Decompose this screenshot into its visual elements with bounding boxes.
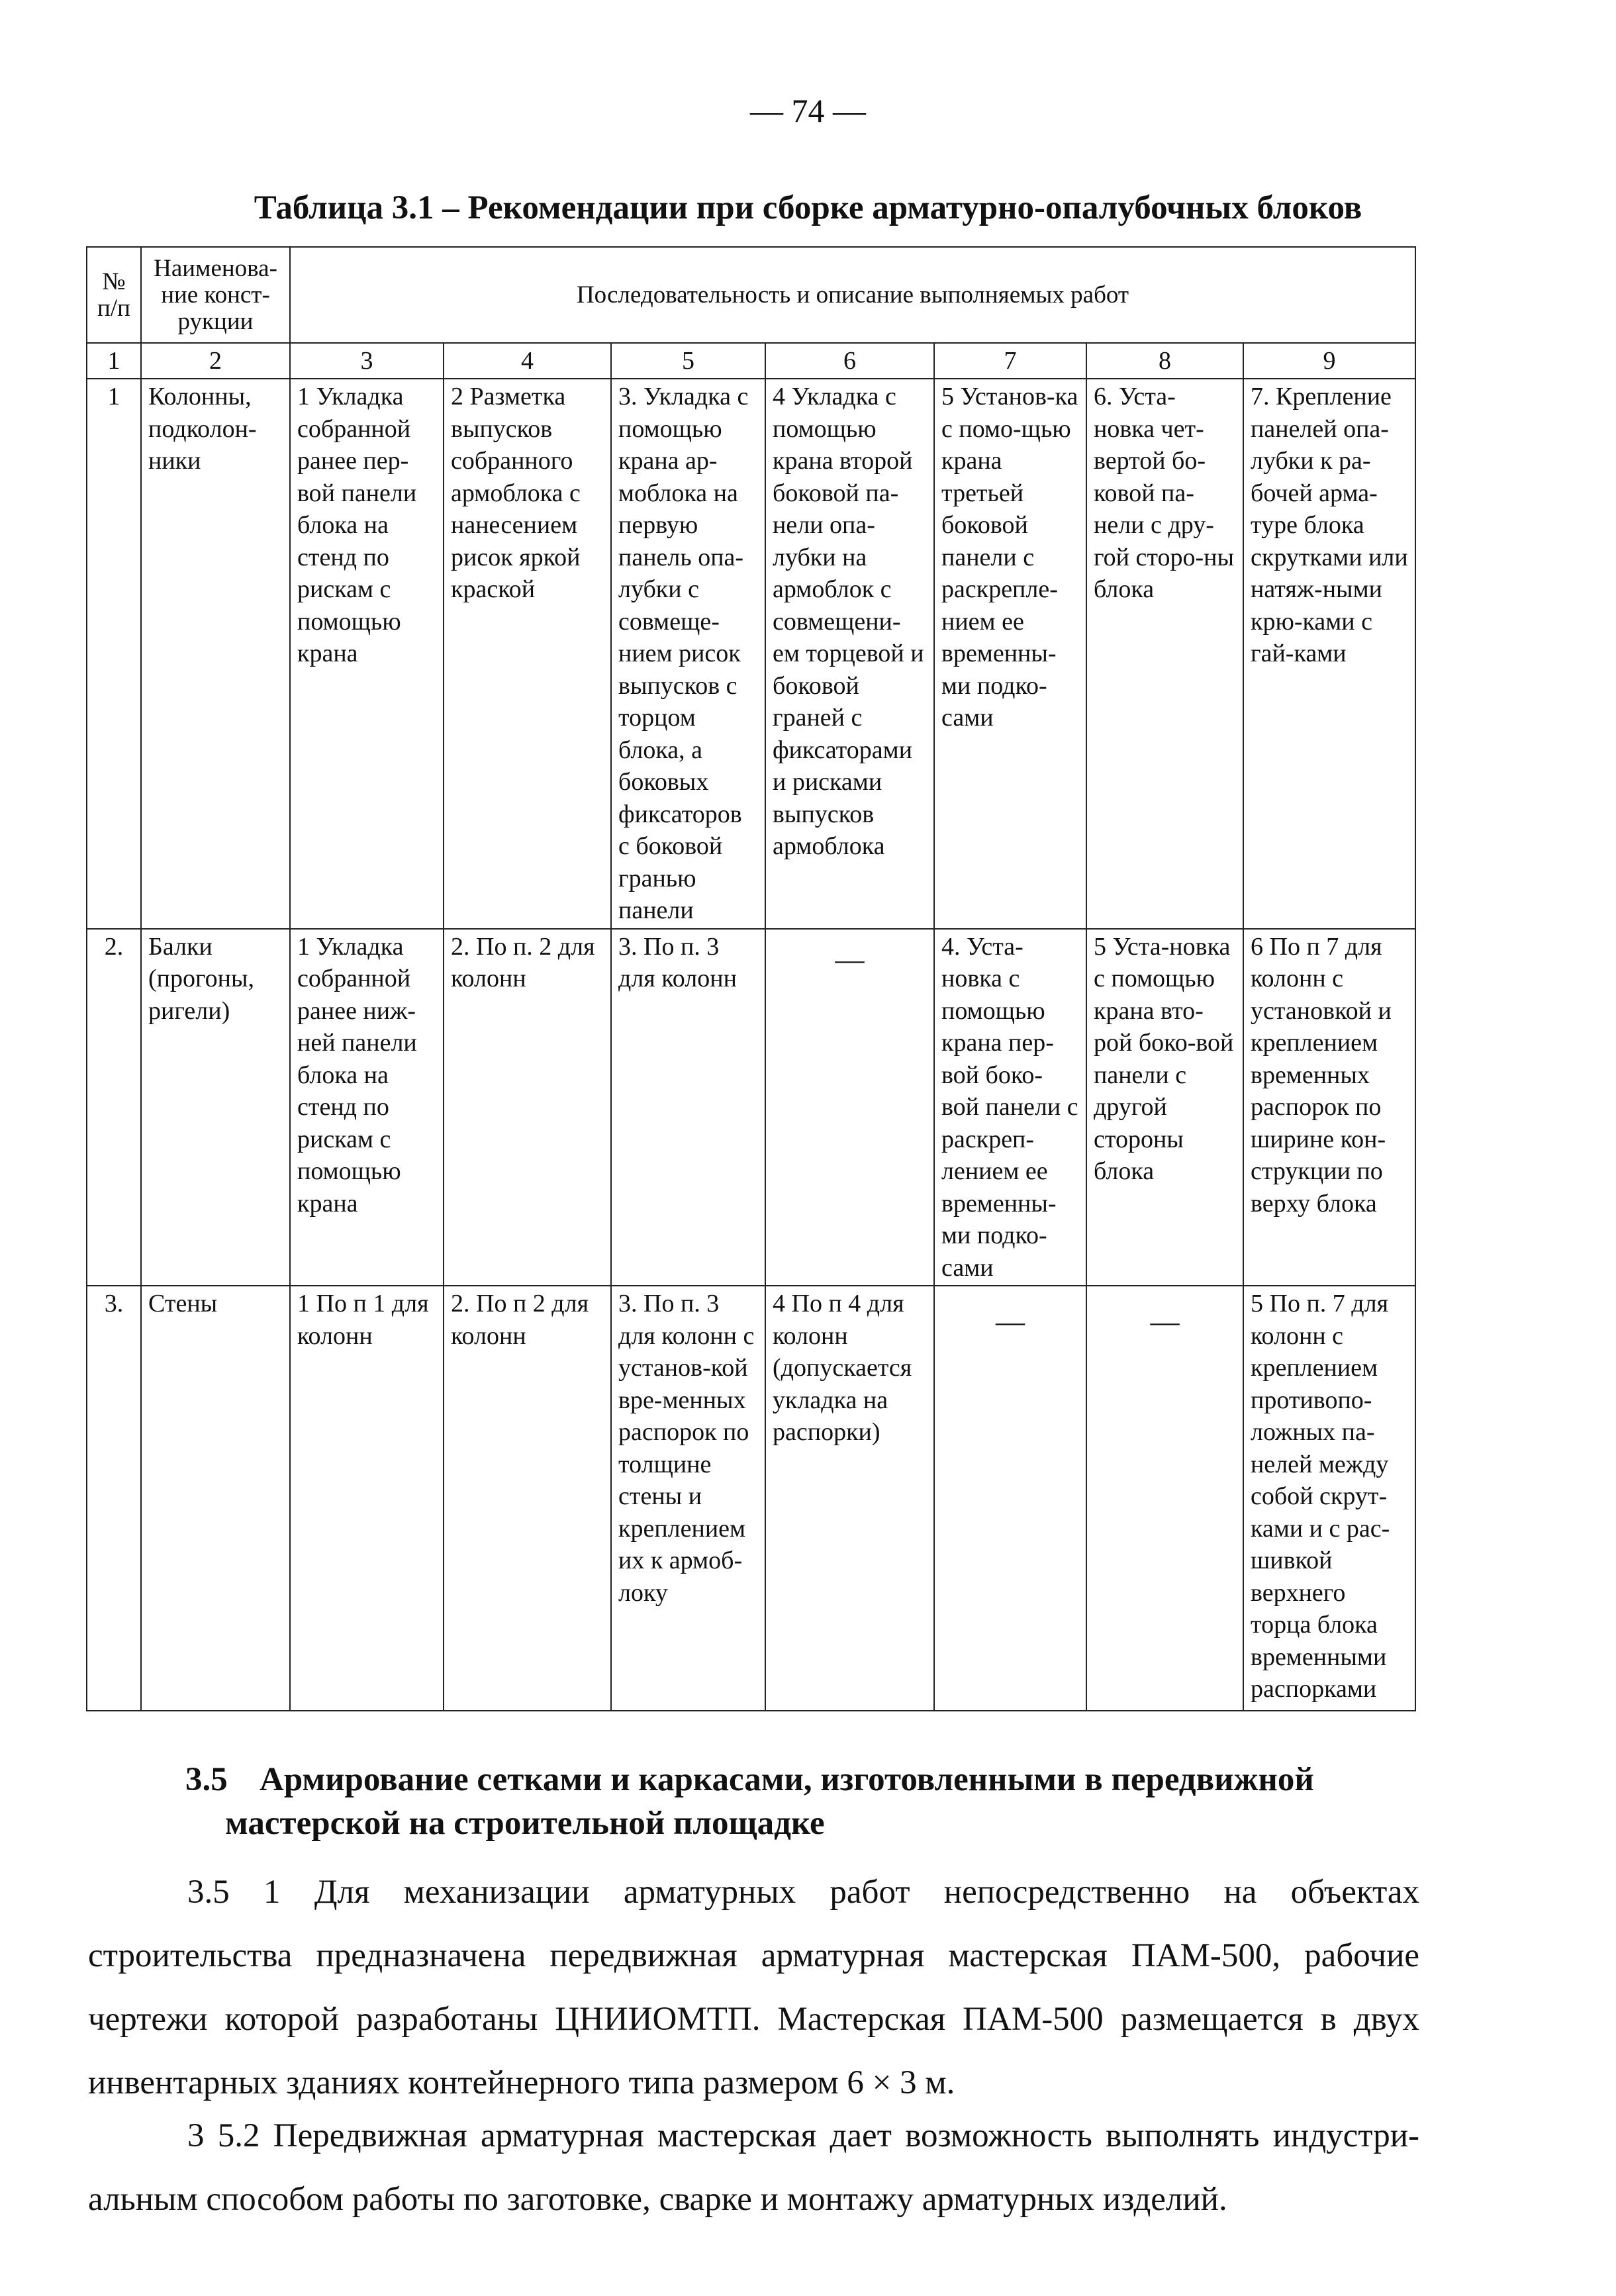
column-number: 7 xyxy=(934,343,1086,379)
paragraph-3-5-1: 3.5 1 Для механизации арматурных работ непосредственно на объектах строительства предназначена передвижная арматурная мастерская ПАМ-500, рабочие чертежи которой разработаны ЦНИИОМТП. Мастерская ПАМ-500 размещается в двух инвентарных зданиях контейнерного типа размером 6 × 3 м. xyxy=(88,1874,1419,2101)
column-number: 8 xyxy=(1086,343,1243,379)
work-step-cell: 1 Укладка собранной ранее ниж-ней панели блока на стенд по рискам с помощью крана xyxy=(290,929,444,1286)
table-row-beams xyxy=(87,929,1415,1286)
construction-name: Стены xyxy=(141,1286,290,1711)
work-step-cell: 3. Укладка с помощью крана ар-моблока на первую панель опа-лубки с совмеще-нием рисок выпусков с торцом блока, а боковых фиксаторов с боковой гранью панели xyxy=(611,379,765,929)
work-step-cell: 4 Укладка с помощью крана второй боковой па-нели опа-лубки на армоблок с совмещени-ем торцевой и боковой граней с фиксаторами и рисками выпусков армоблока xyxy=(765,379,934,929)
paragraph-3-5-2: 3 5.2 Передвижная арматурная мастерская дает возможность выполнять индустри-альным способом работы по заготовке, сварке и монтажу арматурных изделий. xyxy=(88,2117,1419,2218)
table-row-columns xyxy=(87,379,1415,929)
column-number: 5 xyxy=(611,343,765,379)
work-step-cell: 3. По п. 3 для колонн с установ-кой вре-менных распорок по толщине стены и креплением их к армоб-локу xyxy=(611,1286,765,1711)
column-number: 4 xyxy=(444,343,611,379)
work-step-cell: 2 Разметка выпусков собранного армоблока с нанесением рисок яркой краской xyxy=(444,379,611,929)
work-step-cell: 4. Уста-новка с помощью крана пер-вой боко-вой панели с раскреп-лением ее временны-ми подко-сами xyxy=(934,929,1086,1286)
column-number: 1 xyxy=(87,343,141,379)
row-number: 3. xyxy=(87,1286,141,1711)
recommendations-table xyxy=(86,246,1416,1711)
work-step-cell: 3. По п. 3 для колонн xyxy=(611,929,765,1286)
work-step-cell: 4 По п 4 для колонн (допускается укладка на распорки) xyxy=(765,1286,934,1711)
work-step-cell: 2. По п. 2 для колонн xyxy=(444,929,611,1286)
section-title: Армирование сетками и каркасами, изготовленными в передвижной мастерской на строительной площадке xyxy=(225,1761,1314,1842)
section-number: 3.5 xyxy=(185,1761,228,1798)
work-step-cell: 6 По п 7 для колонн с установкой и креплением временных распорок по ширине кон-струкции по верху блока xyxy=(1243,929,1415,1286)
column-number: 6 xyxy=(765,343,934,379)
construction-name: Колонны, подколон-ники xyxy=(141,379,290,929)
work-step-cell: 5 По п. 7 для колонн с креплением противопо-ложных па-нелей между собой скрут-ками и с рас-шивкой верхнего торца блока временными распорками xyxy=(1243,1286,1415,1711)
header-sequence: Последовательность и описание выполняемых работ xyxy=(290,247,1415,343)
work-step-cell: 5 Уста-новка с помощью крана вто-рой боко-вой панели с другой стороны блока xyxy=(1086,929,1243,1286)
table-row-walls xyxy=(87,1286,1415,1711)
column-number: 9 xyxy=(1243,343,1415,379)
work-step-cell: 5 Установ-ка с помо-щью крана третьей боковой панели с раскрепле-нием ее временны-ми подко-сами xyxy=(934,379,1086,929)
work-step-cell-empty: — xyxy=(765,929,934,1286)
row-number: 1 xyxy=(87,379,141,929)
column-number: 2 xyxy=(141,343,290,379)
work-step-cell: 2. По п 2 для колонн xyxy=(444,1286,611,1711)
section-heading xyxy=(185,1758,1423,1845)
column-number-row xyxy=(87,343,1415,379)
work-step-cell: 6. Уста-новка чет-вертой бо-ковой па-нели с дру-гой сторо-ны блока xyxy=(1086,379,1243,929)
work-step-cell-empty: — xyxy=(1086,1286,1243,1711)
column-number: 3 xyxy=(290,343,444,379)
work-step-cell: 7. Крепление панелей опа-лубки к ра-бочей арма-туре блока скрутками или натяж-ными крю-ками с гай-ками xyxy=(1243,379,1415,929)
work-step-cell-empty: — xyxy=(934,1286,1086,1711)
work-step-cell: 1 По п 1 для колонн xyxy=(290,1286,444,1711)
row-number: 2. xyxy=(87,929,141,1286)
construction-name: Балки (прогоны, ригели) xyxy=(141,929,290,1286)
header-name: Наименова-ние конст-рукции xyxy=(141,247,290,343)
page-number: — 74 — xyxy=(750,92,866,129)
work-step-cell: 1 Укладка собранной ранее пер-вой панели блока на стенд по рискам с помощью крана xyxy=(290,379,444,929)
header-no: № п/п xyxy=(87,247,141,343)
table-header-row xyxy=(87,247,1415,343)
table-title: Таблица 3.1 – Рекомендации при сборке арматурно-опалубочных блоков xyxy=(254,189,1362,226)
